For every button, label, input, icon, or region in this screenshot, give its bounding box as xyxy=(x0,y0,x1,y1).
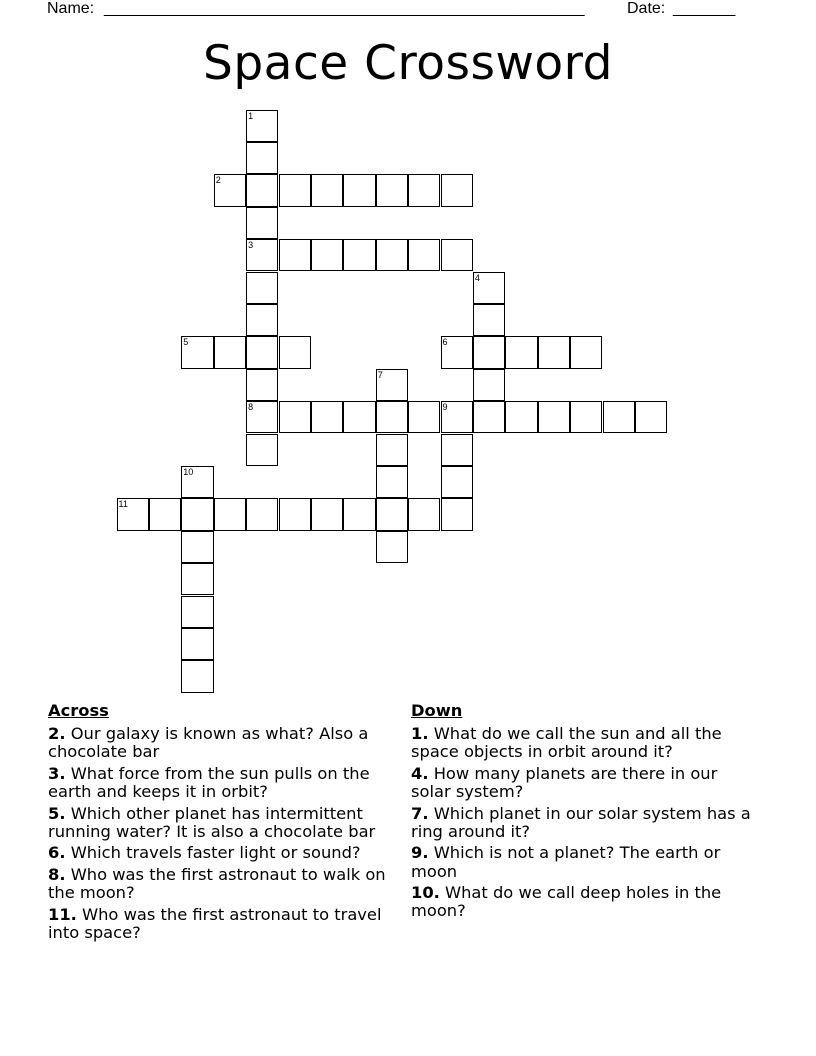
name-blank[interactable]: ______________________________________________________ xyxy=(104,0,585,17)
grid-cell[interactable] xyxy=(570,401,602,433)
date-blank[interactable]: _______ xyxy=(673,0,736,17)
across-clue-text: What force from the sun pulls on the earth and keeps it in orbit? xyxy=(48,763,370,802)
across-clue xyxy=(48,844,403,862)
down-clue xyxy=(411,884,761,920)
down-clue-text: What do we call the sun and all the space objects in orbit around it? xyxy=(411,724,722,762)
across-clue-list xyxy=(48,725,403,942)
grid-cell[interactable] xyxy=(181,498,213,530)
grid-cell[interactable] xyxy=(376,174,408,206)
grid-cell[interactable] xyxy=(117,498,149,530)
down-clue-text: How many planets are there in our solar system? xyxy=(411,763,718,802)
grid-cell[interactable] xyxy=(505,336,537,368)
across-clue-text: Which other planet has intermittent running water? It is also a chocolate bar xyxy=(48,803,376,841)
down-clue-number: 9. xyxy=(411,843,429,863)
grid-cell[interactable] xyxy=(570,336,602,368)
grid-cell[interactable] xyxy=(246,142,278,174)
grid-cell[interactable] xyxy=(473,369,505,401)
down-clues xyxy=(411,702,761,924)
across-heading: Across xyxy=(48,701,109,720)
grid-cell[interactable] xyxy=(473,304,505,336)
grid-cell[interactable] xyxy=(441,174,473,206)
across-clue-text: Who was the first astronaut to walk on the moon? xyxy=(48,864,386,903)
clue-number: 3 xyxy=(248,240,254,251)
down-clue-number: 10. xyxy=(411,883,440,903)
across-clue xyxy=(48,866,403,902)
across-clue-text: Who was the first astronaut to travel into space? xyxy=(48,904,382,942)
down-clue-text: What do we call deep holes in the moon? xyxy=(411,883,722,921)
grid-cell[interactable] xyxy=(343,174,375,206)
grid-cell[interactable] xyxy=(246,498,278,530)
grid-cell[interactable] xyxy=(343,239,375,271)
grid-cell[interactable] xyxy=(214,498,246,530)
clue-number: 5 xyxy=(183,337,189,348)
down-clue-number: 1. xyxy=(411,724,429,744)
grid-cell[interactable] xyxy=(214,174,246,206)
across-clues xyxy=(48,702,403,945)
grid-cell[interactable] xyxy=(279,174,311,206)
down-heading: Down xyxy=(411,701,463,720)
grid-cell[interactable] xyxy=(246,272,278,304)
grid-cell[interactable] xyxy=(376,466,408,498)
grid-cell[interactable] xyxy=(181,596,213,628)
grid-cell[interactable] xyxy=(181,563,213,595)
down-clue-text: Which is not a planet? The earth or moon xyxy=(411,843,721,881)
grid-cell[interactable] xyxy=(279,239,311,271)
grid-cell[interactable] xyxy=(311,239,343,271)
grid-cell[interactable] xyxy=(473,401,505,433)
grid-cell[interactable] xyxy=(538,336,570,368)
grid-cell[interactable] xyxy=(246,434,278,466)
grid-cell[interactable] xyxy=(441,498,473,530)
grid-cell[interactable] xyxy=(376,434,408,466)
grid-cell[interactable] xyxy=(246,369,278,401)
clue-number: 9 xyxy=(442,402,448,413)
grid-cell[interactable] xyxy=(408,401,440,433)
grid-cell[interactable] xyxy=(441,336,473,368)
clue-number: 1 xyxy=(248,110,254,121)
grid-cell[interactable] xyxy=(279,498,311,530)
grid-cell[interactable] xyxy=(246,174,278,206)
grid-cell[interactable] xyxy=(473,336,505,368)
grid-cell[interactable] xyxy=(408,239,440,271)
down-clue-list xyxy=(411,725,761,920)
grid-cell[interactable] xyxy=(181,466,213,498)
grid-cell[interactable] xyxy=(441,434,473,466)
grid-cell[interactable] xyxy=(473,272,505,304)
grid-cell[interactable] xyxy=(181,336,213,368)
clue-number: 4 xyxy=(474,272,480,283)
grid-cell[interactable] xyxy=(279,336,311,368)
across-clue-number: 2. xyxy=(48,724,66,744)
across-clue xyxy=(48,805,403,841)
down-clue xyxy=(411,844,761,880)
grid-cell[interactable] xyxy=(343,401,375,433)
across-clue-text: Our galaxy is known as what? Also a chocolate bar xyxy=(48,724,369,762)
grid-cell[interactable] xyxy=(408,174,440,206)
across-clue-number: 6. xyxy=(48,843,66,863)
down-clue xyxy=(411,805,761,841)
grid-cell[interactable] xyxy=(505,401,537,433)
grid-cell[interactable] xyxy=(181,660,213,692)
grid-cell[interactable] xyxy=(246,239,278,271)
name-label: Name: xyxy=(47,0,95,17)
grid-cell[interactable] xyxy=(376,369,408,401)
clue-number: 7 xyxy=(377,369,383,380)
date-label: Date: xyxy=(627,0,666,17)
grid-cell[interactable] xyxy=(343,498,375,530)
grid-cell[interactable] xyxy=(441,466,473,498)
across-clue-number: 3. xyxy=(48,763,66,783)
grid-cell[interactable] xyxy=(603,401,635,433)
grid-cell[interactable] xyxy=(376,239,408,271)
clue-number: 11 xyxy=(118,499,128,510)
grid-cell[interactable] xyxy=(441,401,473,433)
grid-cell[interactable] xyxy=(441,239,473,271)
grid-cell[interactable] xyxy=(635,401,667,433)
across-clue xyxy=(48,765,403,801)
grid-cell[interactable] xyxy=(376,498,408,530)
grid-cell[interactable] xyxy=(246,110,278,142)
grid-cell[interactable] xyxy=(376,401,408,433)
page-title: Space Crossword xyxy=(202,36,614,91)
down-clue xyxy=(411,765,761,801)
grid-cell[interactable] xyxy=(181,531,213,563)
down-clue-number: 4. xyxy=(411,763,429,783)
clue-number: 2 xyxy=(215,175,221,186)
across-clue xyxy=(48,725,403,761)
grid-cell[interactable] xyxy=(408,498,440,530)
across-clue xyxy=(48,906,403,942)
grid-cell[interactable] xyxy=(376,531,408,563)
grid-cell[interactable] xyxy=(149,498,181,530)
grid-cell[interactable] xyxy=(311,401,343,433)
grid-cell[interactable] xyxy=(311,174,343,206)
down-clue-text: Which planet in our solar system has a ring around it? xyxy=(411,803,751,841)
grid-cell[interactable] xyxy=(311,498,343,530)
grid-cell[interactable] xyxy=(246,304,278,336)
down-clue-number: 7. xyxy=(411,803,429,823)
grid-cell[interactable] xyxy=(181,628,213,660)
across-clue-number: 5. xyxy=(48,803,66,823)
across-clue-text: Which travels faster light or sound? xyxy=(65,843,361,863)
clue-number: 6 xyxy=(442,337,448,348)
grid-cell[interactable] xyxy=(538,401,570,433)
grid-cell[interactable] xyxy=(246,401,278,433)
grid-cell[interactable] xyxy=(246,207,278,239)
across-clue-number: 11. xyxy=(48,904,77,924)
across-clue-number: 8. xyxy=(48,864,66,884)
clue-number: 10 xyxy=(183,466,194,477)
grid-cell[interactable] xyxy=(279,401,311,433)
clue-number: 8 xyxy=(248,402,254,413)
grid-cell[interactable] xyxy=(214,336,246,368)
down-clue xyxy=(411,725,761,761)
grid-cell[interactable] xyxy=(246,336,278,368)
